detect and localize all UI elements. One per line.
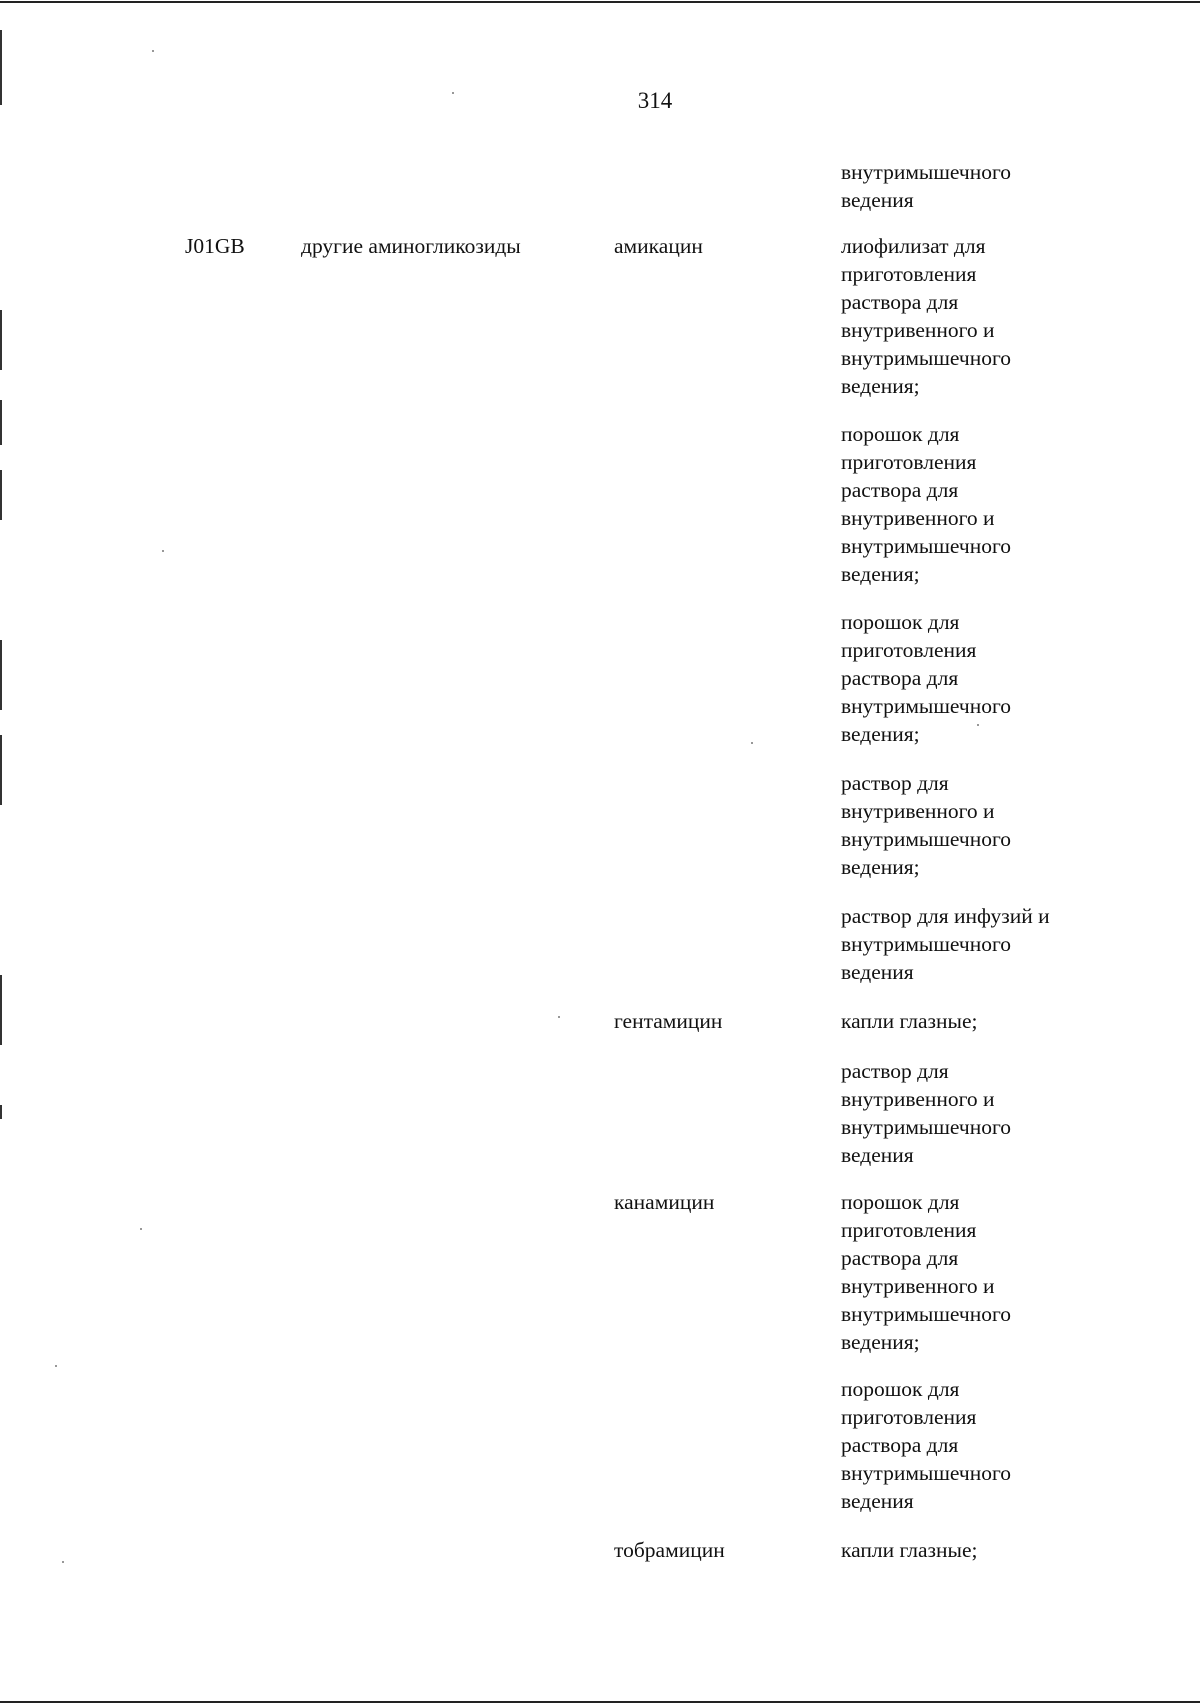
scan-edge-mark xyxy=(0,310,2,370)
dosage-form-continuation: внутримышечного ведения xyxy=(841,160,1012,212)
scan-edge-mark xyxy=(0,640,2,710)
drug-name-amikacin: амикацин xyxy=(614,234,703,258)
scan-edge-mark xyxy=(0,400,2,445)
scan-speck xyxy=(140,1228,142,1230)
drug-name-gentamicin: гентамицин xyxy=(614,1009,723,1033)
dosage-form: порошок для приготовления раствора для внутривенного и внутримышечного ведения; xyxy=(841,1190,1012,1354)
dosage-form: порошок для приготовления раствора для внутривенного и внутримышечного ведения; xyxy=(841,422,1012,586)
scan-speck xyxy=(558,1016,560,1018)
scan-speck xyxy=(62,1561,64,1563)
scan-edge-mark xyxy=(0,975,2,1045)
scan-border-bottom xyxy=(0,1701,1200,1703)
scan-edge-mark xyxy=(0,1105,2,1119)
page-number: 314 xyxy=(637,88,673,113)
scan-speck xyxy=(751,742,753,744)
atc-group-name: другие аминогликозиды xyxy=(301,234,521,258)
dosage-form: капли глазные; xyxy=(841,1538,978,1562)
dosage-form: раствор для внутривенного и внутримышечного ведения xyxy=(841,1059,1012,1167)
atc-code: J01GB xyxy=(185,234,245,258)
scan-speck xyxy=(162,550,164,552)
drug-name-kanamycin: канамицин xyxy=(614,1190,715,1214)
scan-border-top xyxy=(0,1,1200,3)
scan-speck xyxy=(55,1365,57,1367)
dosage-form: капли глазные; xyxy=(841,1009,978,1033)
scan-speck xyxy=(152,50,154,52)
dosage-form: раствор для внутривенного и внутримышечного ведения; xyxy=(841,771,1012,879)
dosage-form: порошок для приготовления раствора для внутримышечного ведения; xyxy=(841,610,1012,746)
dosage-form: порошок для приготовления раствора для внутримышечного ведения xyxy=(841,1377,1012,1513)
dosage-form: лиофилизат для приготовления раствора для внутривенного и внутримышечного ведения; xyxy=(841,234,1012,398)
drug-name-tobramycin: тобрамицин xyxy=(614,1538,725,1562)
scan-edge-mark xyxy=(0,735,2,805)
scan-edge-mark xyxy=(0,470,2,520)
dosage-form: раствор для инфузий и внутримышечного ведения xyxy=(841,904,1050,984)
